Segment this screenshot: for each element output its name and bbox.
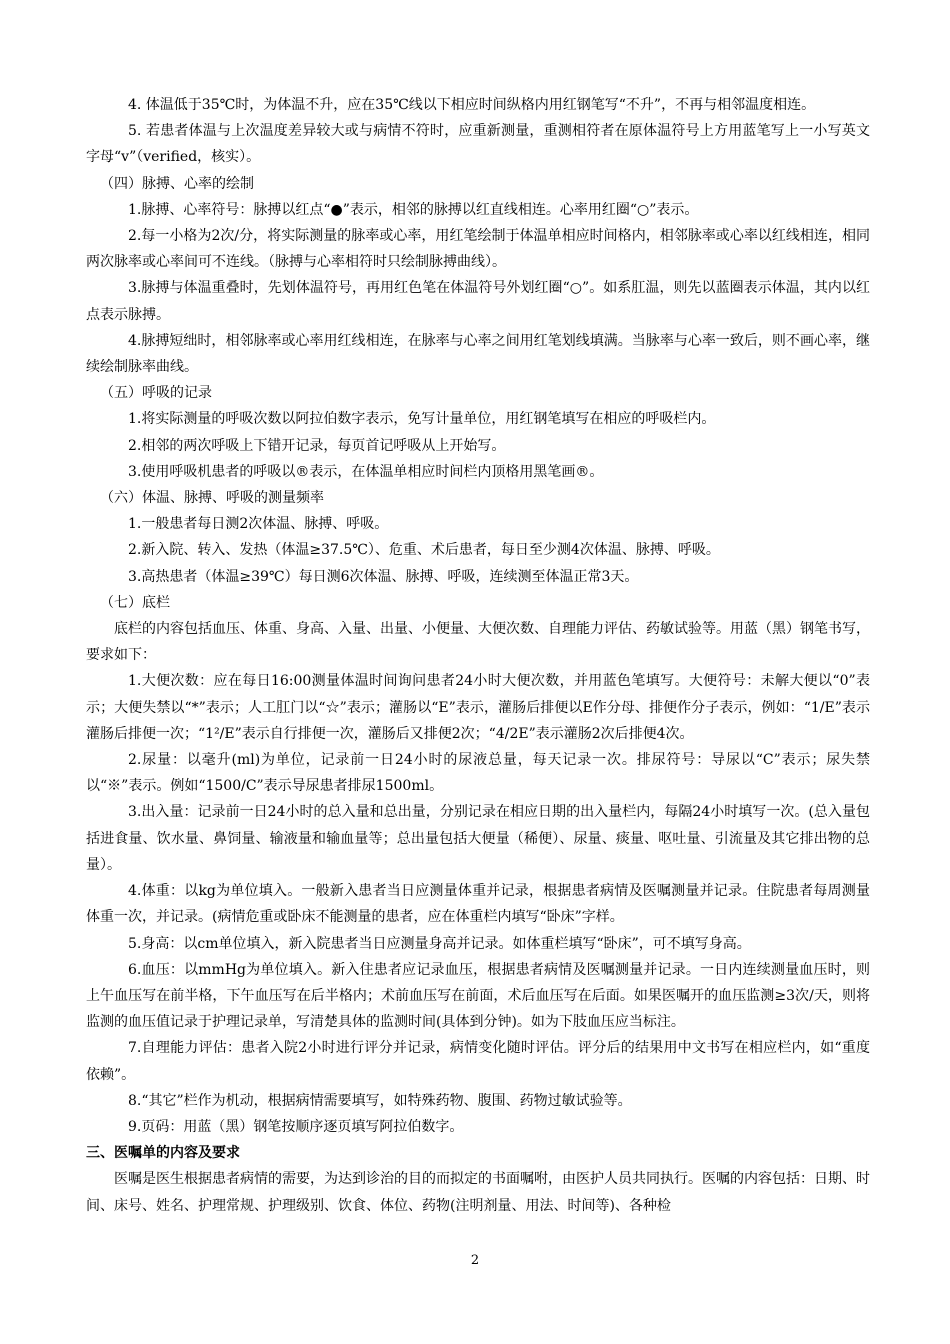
paragraph: 3.使用呼吸机患者的呼吸以®表示，在体温单相应时间栏内顶格用黑笔画®。 xyxy=(128,463,604,480)
paragraph: 4.脉搏短绌时，相邻脉率或心率用红线相连，在脉率与心率之间用红笔划线填满。当脉率与心率一致后，则不画心率，继续绘制脉率曲线。 xyxy=(86,332,870,376)
paragraph: 2.每一小格为2次/分，将实际测量的脉率或心率，用红笔绘制于体温单相应时间格内，相邻脉率或心率以红线相连，相同两次脉率或心率间可不连线。（脉搏与心率相符时只绘制脉搏曲线）。 xyxy=(86,228,870,271)
paragraph: 5.身高：以cm单位填入，新入院患者当日应测量身高并记录。如体重栏填写“卧床”，可不填写身高。 xyxy=(128,935,751,952)
paragraph: 底栏的内容包括血压、体重、身高、入量、出量、小便量、大便次数、自理能力评估、药敏试验等。用蓝（黑）钢笔书写，要求如下： xyxy=(86,621,870,664)
subsection-heading: （七）底栏 xyxy=(100,594,170,611)
paragraph: 2.新入院、转入、发热（体温≥37.5℃）、危重、术后患者，每日至少测4次体温、脉搏、呼吸。 xyxy=(128,542,720,559)
subsection-heading: （五）呼吸的记录 xyxy=(100,385,212,402)
subsection-heading: （四）脉搏、心率的绘制 xyxy=(100,175,254,192)
paragraph: 2.相邻的两次呼吸上下错开记录，每页首记呼吸从上开始写。 xyxy=(128,437,506,454)
paragraph: 6.血压：以mmHg为单位填入。新入住患者应记录血压，根据患者病情及医嘱测量并记录。一日内连续测量血压时，则上午血压写在前半格，下午血压写在后半格内；术前血压写在前面，术后血压写在后面。如果医嘱开的血压监测≥3次/天，则将监测的血压值记录于护理记录单，写清楚具体的监测时间(具体到分钟)。如为下肢血压应当标注。 xyxy=(86,961,870,1031)
paragraph: 医嘱是医生根据患者病情的需要，为达到诊治的目的而拟定的书面嘱咐，由医护人员共同执行。医嘱的内容包括：日期、时间、床号、姓名、护理常规、护理级别、饮食、体位、药物(注明剂量、用法、时间等)、各种检 xyxy=(86,1171,870,1214)
paragraph: 3.出入量：记录前一日24小时的总入量和总出量，分别记录在相应日期的出入量栏内，每隔24小时填写一次。(总入量包括进食量、饮水量、鼻饲量、输液量和输血量等；总出量包括大便量（稀便）、尿量、痰量、呕吐量、引流量及其它排出物的总量）。 xyxy=(86,804,870,873)
paragraph: 3.脉搏与体温重叠时，先划体温符号，再用红色笔在体温符号外划红圈“○”。如系肛温，则先以蓝圈表示体温，其内以红点表示脉搏。 xyxy=(86,280,870,323)
paragraph: 1.大便次数：应在每日16:00测量体温时间询问患者24小时大便次数，并用蓝色笔填写。大便符号：未解大便以“0”表示；大便失禁以“*”表示；人工肛门以“☆”表示；灌肠以“E”表示，灌肠后排便以E作分母、排便作分子表示，例如：“1/E”表示灌肠后排便一次；“1²/E”表示自行排便一次，灌肠后又排便2次；“4/2E”表示灌肠2次后排便4次。 xyxy=(86,673,870,742)
paragraph: 9.页码：用蓝（黑）钢笔按顺序逐页填写阿拉伯数字。 xyxy=(128,1118,464,1135)
paragraph: 1.脉搏、心率符号：脉搏以红点“●”表示，相邻的脉搏以红直线相连。心率用红圈“○”表示。 xyxy=(128,201,699,218)
paragraph: 2.尿量：以毫升(ml)为单位，记录前一日24小时的尿液总量，每天记录一次。排尿符号：导尿以“C”表示；尿失禁以“※”表示。例如“1500/C”表示导尿患者排尿1500ml。 xyxy=(86,752,870,795)
section-heading: 三、医嘱单的内容及要求 xyxy=(86,1145,240,1162)
document-body xyxy=(86,92,870,1219)
paragraph: 8.“其它”栏作为机动，根据病情需要填写，如特殊药物、腹围、药物过敏试验等。 xyxy=(128,1092,632,1109)
subsection-heading: （六）体温、脉搏、呼吸的测量频率 xyxy=(100,490,324,507)
paragraph: 5. 若患者体温与上次温度差异较大或与病情不符时，应重新测量，重测相符者在原体温符号上方用蓝笔写上一小写英文字母“v”（verified，核实）。 xyxy=(86,123,870,166)
paragraph: 4.体重：以kg为单位填入。一般新入患者当日应测量体重并记录，根据患者病情及医嘱测量并记录。住院患者每周测量体重一次，并记录。(病情危重或卧床不能测量的患者，应在体重栏内填写“卧床”字样。 xyxy=(86,883,870,926)
paragraph: 1.将实际测量的呼吸次数以阿拉伯数字表示，免写计量单位，用红钢笔填写在相应的呼吸栏内。 xyxy=(128,411,716,428)
paragraph: 1.一般患者每日测2次体温、脉搏、呼吸。 xyxy=(128,516,389,533)
paragraph: 3.高热患者（体温≥39℃）每日测6次体温、脉搏、呼吸，连续测至体温正常3天。 xyxy=(128,568,639,585)
paragraph: 4. 体温低于35℃时，为体温不升，应在35℃线以下相应时间纵格内用红钢笔写“不升”，不再与相邻温度相连。 xyxy=(128,97,816,113)
page-number: 2 xyxy=(470,1253,480,1268)
paragraph: 7.自理能力评估：患者入院2小时进行评分并记录，病情变化随时评估。评分后的结果用中文书写在相应栏内，如“重度依赖”。 xyxy=(86,1040,870,1083)
